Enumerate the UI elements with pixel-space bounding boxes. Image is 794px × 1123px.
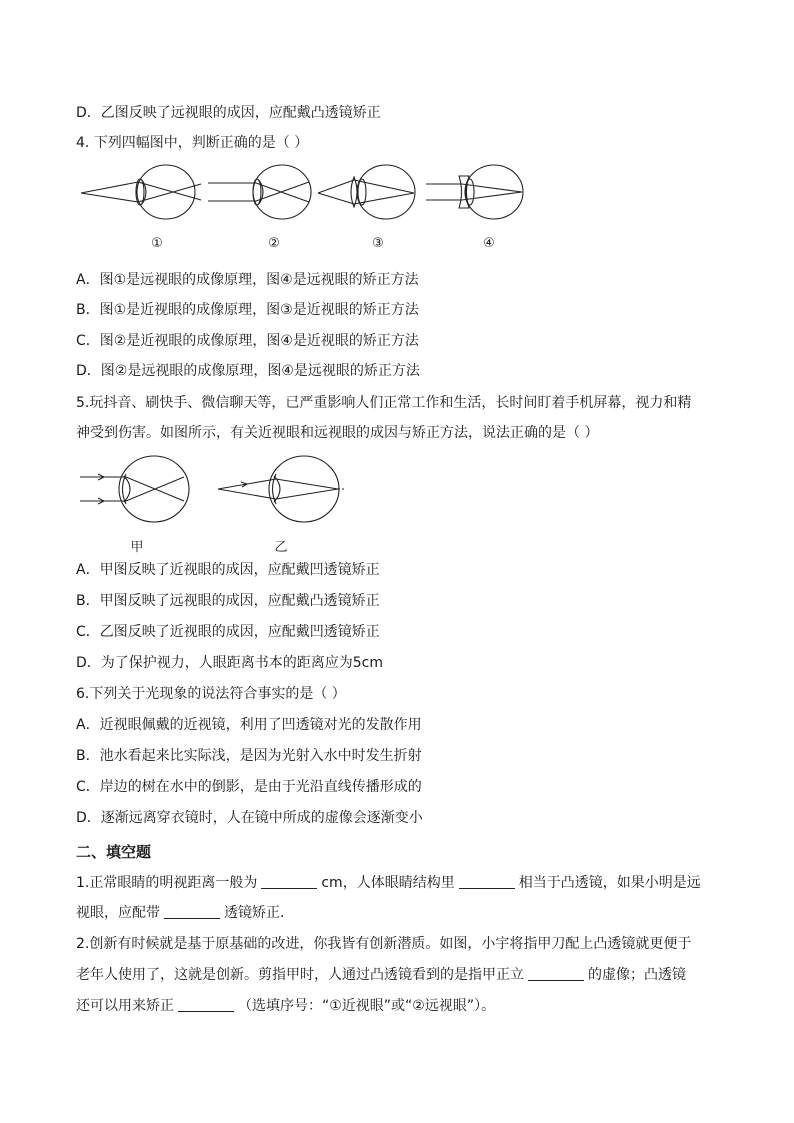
fill2-text-1: 老年人使用了，这就是创新。剪指甲时，人通过凸透镜看到的是指甲正立 — [76, 967, 524, 983]
q5-stem-line1: 5.玩抖音、刷快手、微信聊天等，已严重影响人们正常工作和生活，长时间盯着手机屏幕，视力和精 — [76, 395, 692, 411]
fill1-text-2: cm，人体眼睛结构里 — [321, 875, 455, 891]
fill1-text-4: 视眼，应配带 — [76, 905, 160, 921]
q4-figure-label-2: ② — [268, 236, 280, 251]
q5-figure-label-yi: 乙 — [274, 540, 288, 555]
q4-option-d: D．图②是远视眼的成像原理，图④是远视眼的矫正方法 — [76, 363, 420, 379]
q6-option-b: B．池水看起来比实际浅，是因为光射入水中时发生折射 — [76, 748, 422, 764]
q5-stem-line2: 神受到伤害。如图所示，有关近视眼和远视眼的成因与矫正方法，说法正确的是（ ） — [76, 425, 599, 441]
q4-option-b: B．图①是近视眼的成像原理，图③是近视眼的矫正方法 — [76, 302, 419, 318]
section-title-fill-in: 二、填空题 — [76, 843, 152, 861]
q5-figure-yi — [218, 456, 346, 522]
q4-figure-4 — [426, 165, 523, 219]
q5-option-a: A．甲图反映了近视眼的成因，应配戴凹透镜矫正 — [76, 562, 380, 578]
q6-stem: 6.下列关于光现象的说法符合事实的是（ ） — [76, 686, 346, 702]
q5-option-c: C．乙图反映了近视眼的成因，应配戴凹透镜矫正 — [76, 624, 380, 640]
q4-stem: 4. 下列四幅图中，判断正确的是（ ） — [76, 135, 309, 151]
q6-option-a: A．近视眼佩戴的近视镜，利用了凹透镜对光的发散作用 — [76, 717, 422, 733]
q4-figure-label-3: ③ — [372, 236, 384, 251]
q4-figure-label-1: ① — [151, 236, 163, 251]
q4-option-c: C．图②是近视眼的成像原理，图④是近视眼的矫正方法 — [76, 333, 419, 349]
q5-figure-jia — [80, 456, 189, 522]
fill1-line1 — [76, 873, 701, 893]
fill2-blank-2[interactable] — [178, 997, 234, 1012]
fill1-text-5: 透镜矫正． — [224, 905, 294, 921]
q5-figure-label-jia: 甲 — [130, 540, 144, 555]
fill1-text-3: 相当于凸透镜，如果小明是远 — [518, 875, 701, 891]
q4-figure-label-4: ④ — [483, 236, 495, 251]
fill2-line1: 2.创新有时候就是基于原基础的改进，你我皆有创新潜质。如图，小宇将指甲刀配上凸透镜就更便于 — [76, 936, 692, 952]
q4-option-a: A．图①是远视眼的成像原理，图④是远视眼的矫正方法 — [76, 272, 419, 288]
q4-figure-3 — [318, 165, 415, 219]
fill2-text-4: （选填序号：“①近视眼”或“②远视眼”）。 — [238, 998, 496, 1014]
q4-figure-2 — [208, 165, 311, 219]
q5-option-b: B．甲图反映了远视眼的成因，应配戴凸透镜矫正 — [76, 593, 380, 609]
fill2-line3 — [76, 996, 495, 1016]
fill1-blank-2[interactable] — [459, 874, 515, 889]
fill2-text-3: 还可以用来矫正 — [76, 998, 174, 1014]
fill1-text-1: 1.正常眼睛的明视距离一般为 — [76, 875, 258, 891]
q5-eye-diagrams — [76, 452, 356, 528]
q6-option-c: C．岸边的树在水中的倒影，是由于光沿直线传播形成的 — [76, 779, 422, 795]
q4-eye-diagrams — [76, 162, 536, 224]
q6-option-d: D．逐渐远离穿衣镜时，人在镜中所成的虚像会逐渐变小 — [76, 810, 423, 826]
fill2-line2 — [76, 965, 686, 985]
fill1-blank-1[interactable] — [261, 874, 317, 889]
fill1-blank-3[interactable] — [164, 904, 220, 919]
fill2-text-2: 的虚像；凸透镜 — [588, 967, 686, 983]
fill2-blank-1[interactable] — [528, 966, 584, 981]
fill1-line2 — [76, 903, 294, 923]
q3-option-d: D．乙图反映了远视眼的成因，应配戴凸透镜矫正 — [76, 105, 381, 121]
q4-figure-1 — [81, 165, 201, 219]
q5-option-d: D．为了保护视力，人眼距离书本的距离应为5cm — [76, 655, 384, 671]
